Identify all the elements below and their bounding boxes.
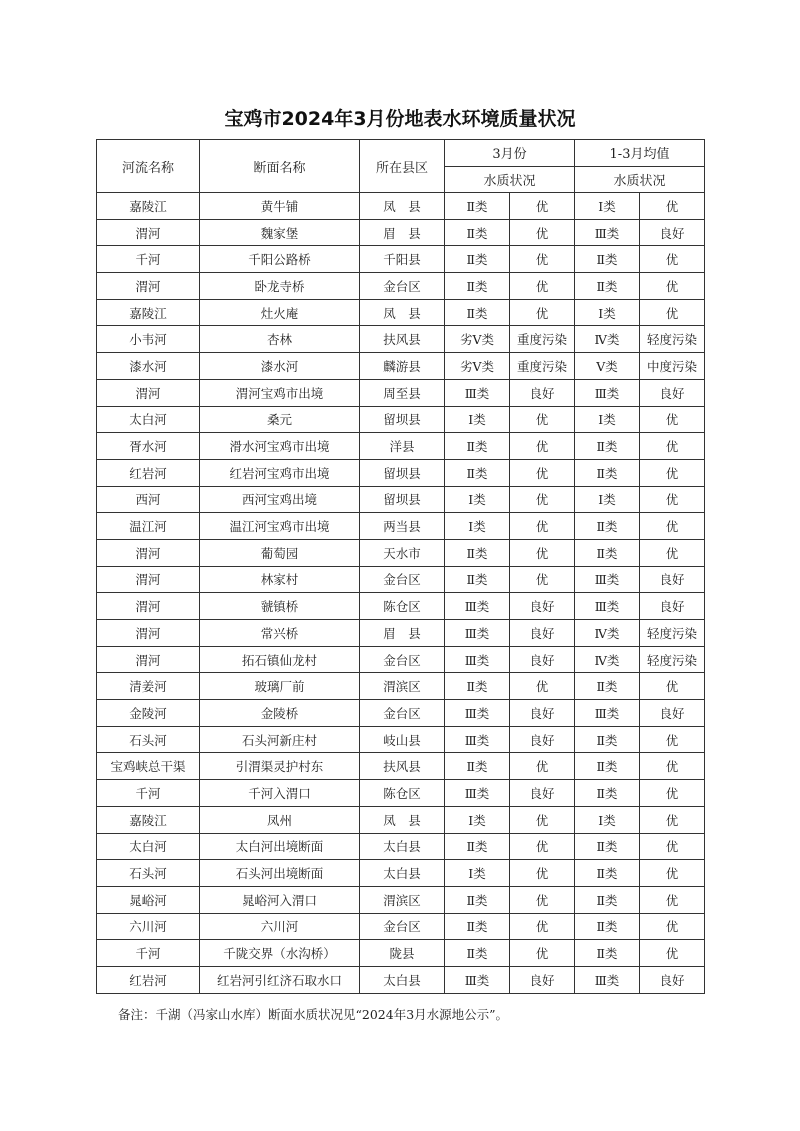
section-name-cell: 葡萄园	[200, 539, 360, 566]
river-name-cell: 胥水河	[97, 433, 200, 460]
county-cell: 天水市	[360, 539, 445, 566]
avg-status-cell: 优	[640, 486, 705, 513]
table-row	[97, 940, 705, 967]
section-name-cell: 玻璃厂前	[200, 673, 360, 700]
section-name-cell: 杏林	[200, 326, 360, 353]
county-cell: 扶风县	[360, 326, 445, 353]
march-class-cell: Ⅱ类	[445, 940, 510, 967]
avg-class-cell: Ⅲ类	[575, 700, 640, 727]
avg-class-cell: Ⅱ类	[575, 940, 640, 967]
march-status-cell: 优	[510, 433, 575, 460]
table-row	[97, 513, 705, 540]
table-row	[97, 780, 705, 807]
table-row	[97, 753, 705, 780]
river-name-cell: 渭河	[97, 273, 200, 300]
march-class-cell: Ⅱ类	[445, 886, 510, 913]
march-status-cell: 重度污染	[510, 326, 575, 353]
section-name-cell: 漆水河	[200, 353, 360, 380]
river-name-cell: 千河	[97, 780, 200, 807]
march-status-cell: 重度污染	[510, 353, 575, 380]
table-row	[97, 326, 705, 353]
march-class-cell: 劣Ⅴ类	[445, 353, 510, 380]
river-name-cell: 渭河	[97, 539, 200, 566]
march-class-cell: Ⅱ类	[445, 913, 510, 940]
avg-status-cell: 优	[640, 806, 705, 833]
march-class-cell: Ⅲ类	[445, 726, 510, 753]
avg-class-cell: Ⅱ类	[575, 539, 640, 566]
march-status-cell: 优	[510, 246, 575, 273]
march-class-cell: Ⅲ类	[445, 700, 510, 727]
section-name-cell: 凤州	[200, 806, 360, 833]
march-status-cell: 良好	[510, 780, 575, 807]
avg-class-cell: Ⅲ类	[575, 379, 640, 406]
river-name-cell: 嘉陵江	[97, 806, 200, 833]
avg-status-cell: 优	[640, 886, 705, 913]
section-name-cell: 西河宝鸡出境	[200, 486, 360, 513]
march-status-cell: 优	[510, 273, 575, 300]
header-county: 所在县区	[360, 140, 445, 193]
section-name-cell: 卧龙寺桥	[200, 273, 360, 300]
avg-status-cell: 良好	[640, 566, 705, 593]
avg-status-cell: 优	[640, 673, 705, 700]
avg-class-cell: Ⅲ类	[575, 566, 640, 593]
avg-class-cell: Ⅰ类	[575, 193, 640, 220]
march-class-cell: Ⅱ类	[445, 673, 510, 700]
county-cell: 渭滨区	[360, 886, 445, 913]
march-status-cell: 优	[510, 833, 575, 860]
river-name-cell: 千河	[97, 940, 200, 967]
river-name-cell: 宝鸡峡总干渠	[97, 753, 200, 780]
county-cell: 千阳县	[360, 246, 445, 273]
avg-class-cell: Ⅱ类	[575, 273, 640, 300]
river-name-cell: 渭河	[97, 620, 200, 647]
march-class-cell: Ⅰ类	[445, 806, 510, 833]
table-row	[97, 700, 705, 727]
county-cell: 麟游县	[360, 353, 445, 380]
section-name-cell: 石头河出境断面	[200, 860, 360, 887]
march-status-cell: 优	[510, 566, 575, 593]
section-name-cell: 太白河出境断面	[200, 833, 360, 860]
table-row	[97, 913, 705, 940]
march-status-cell: 优	[510, 673, 575, 700]
march-status-cell: 优	[510, 860, 575, 887]
river-name-cell: 渭河	[97, 646, 200, 673]
section-name-cell: 常兴桥	[200, 620, 360, 647]
county-cell: 太白县	[360, 860, 445, 887]
water-quality-table	[96, 139, 705, 994]
march-status-cell: 优	[510, 513, 575, 540]
section-name-cell: 拓石镇仙龙村	[200, 646, 360, 673]
table-row	[97, 273, 705, 300]
march-class-cell: Ⅱ类	[445, 433, 510, 460]
county-cell: 太白县	[360, 833, 445, 860]
section-name-cell: 六川河	[200, 913, 360, 940]
table-row	[97, 726, 705, 753]
river-name-cell: 渭河	[97, 219, 200, 246]
march-class-cell: Ⅱ类	[445, 459, 510, 486]
table-row	[97, 593, 705, 620]
avg-class-cell: Ⅰ类	[575, 406, 640, 433]
county-cell: 金台区	[360, 913, 445, 940]
march-status-cell: 优	[510, 806, 575, 833]
avg-status-cell: 优	[640, 246, 705, 273]
avg-class-cell: Ⅳ类	[575, 646, 640, 673]
avg-status-cell: 轻度污染	[640, 620, 705, 647]
avg-class-cell: Ⅰ类	[575, 486, 640, 513]
section-name-cell: 温江河宝鸡市出境	[200, 513, 360, 540]
march-status-cell: 优	[510, 753, 575, 780]
avg-status-cell: 优	[640, 539, 705, 566]
avg-status-cell: 中度污染	[640, 353, 705, 380]
county-cell: 凤 县	[360, 193, 445, 220]
table-row	[97, 539, 705, 566]
county-cell: 太白县	[360, 966, 445, 993]
county-cell: 眉 县	[360, 620, 445, 647]
table-row	[97, 833, 705, 860]
county-cell: 陈仓区	[360, 593, 445, 620]
avg-status-cell: 优	[640, 459, 705, 486]
county-cell: 凤 县	[360, 299, 445, 326]
march-status-cell: 良好	[510, 646, 575, 673]
march-class-cell: Ⅲ类	[445, 966, 510, 993]
river-name-cell: 小韦河	[97, 326, 200, 353]
table-row	[97, 353, 705, 380]
march-status-cell: 良好	[510, 966, 575, 993]
march-class-cell: Ⅱ类	[445, 833, 510, 860]
march-status-cell: 优	[510, 459, 575, 486]
header-march: 3月份	[445, 140, 575, 167]
section-name-cell: 虢镇桥	[200, 593, 360, 620]
avg-status-cell: 优	[640, 273, 705, 300]
header-river: 河流名称	[97, 140, 200, 193]
avg-class-cell: Ⅴ类	[575, 353, 640, 380]
table-body	[97, 193, 705, 994]
section-name-cell: 桑元	[200, 406, 360, 433]
avg-status-cell: 优	[640, 726, 705, 753]
avg-class-cell: Ⅱ类	[575, 726, 640, 753]
avg-status-cell: 优	[640, 913, 705, 940]
section-name-cell: 石头河新庄村	[200, 726, 360, 753]
county-cell: 岐山县	[360, 726, 445, 753]
section-name-cell: 千河入渭口	[200, 780, 360, 807]
march-status-cell: 优	[510, 219, 575, 246]
march-status-cell: 优	[510, 940, 575, 967]
march-class-cell: Ⅲ类	[445, 780, 510, 807]
avg-status-cell: 优	[640, 833, 705, 860]
table-row	[97, 673, 705, 700]
river-name-cell: 红岩河	[97, 459, 200, 486]
avg-status-cell: 良好	[640, 379, 705, 406]
march-class-cell: Ⅱ类	[445, 566, 510, 593]
county-cell: 两当县	[360, 513, 445, 540]
table-row	[97, 299, 705, 326]
header-quality-march: 水质状况	[445, 166, 575, 193]
avg-class-cell: Ⅱ类	[575, 886, 640, 913]
table-row	[97, 886, 705, 913]
county-cell: 留坝县	[360, 459, 445, 486]
avg-class-cell: Ⅱ类	[575, 673, 640, 700]
county-cell: 金台区	[360, 273, 445, 300]
march-class-cell: Ⅲ类	[445, 379, 510, 406]
table-row	[97, 966, 705, 993]
march-status-cell: 良好	[510, 593, 575, 620]
avg-class-cell: Ⅱ类	[575, 753, 640, 780]
avg-status-cell: 优	[640, 513, 705, 540]
section-name-cell: 滑水河宝鸡市出境	[200, 433, 360, 460]
river-name-cell: 晁峪河	[97, 886, 200, 913]
river-name-cell: 太白河	[97, 406, 200, 433]
march-class-cell: Ⅰ类	[445, 860, 510, 887]
avg-status-cell: 轻度污染	[640, 646, 705, 673]
avg-class-cell: Ⅲ类	[575, 966, 640, 993]
avg-status-cell: 优	[640, 193, 705, 220]
river-name-cell: 嘉陵江	[97, 193, 200, 220]
county-cell: 扶风县	[360, 753, 445, 780]
river-name-cell: 嘉陵江	[97, 299, 200, 326]
avg-status-cell: 良好	[640, 219, 705, 246]
section-name-cell: 魏家堡	[200, 219, 360, 246]
avg-status-cell: 优	[640, 940, 705, 967]
march-class-cell: Ⅰ类	[445, 486, 510, 513]
section-name-cell: 红岩河引红济石取水口	[200, 966, 360, 993]
march-class-cell: Ⅱ类	[445, 539, 510, 566]
section-name-cell: 红岩河宝鸡市出境	[200, 459, 360, 486]
river-name-cell: 渭河	[97, 593, 200, 620]
march-class-cell: Ⅲ类	[445, 646, 510, 673]
march-status-cell: 优	[510, 299, 575, 326]
county-cell: 渭滨区	[360, 673, 445, 700]
table-row	[97, 806, 705, 833]
avg-status-cell: 优	[640, 860, 705, 887]
march-class-cell: Ⅱ类	[445, 193, 510, 220]
avg-class-cell: Ⅳ类	[575, 620, 640, 647]
section-name-cell: 渭河宝鸡市出境	[200, 379, 360, 406]
county-cell: 凤 县	[360, 806, 445, 833]
avg-status-cell: 良好	[640, 966, 705, 993]
river-name-cell: 渭河	[97, 379, 200, 406]
river-name-cell: 石头河	[97, 860, 200, 887]
header-section: 断面名称	[200, 140, 360, 193]
header-avg: 1-3月均值	[575, 140, 705, 167]
march-class-cell: Ⅱ类	[445, 753, 510, 780]
river-name-cell: 渭河	[97, 566, 200, 593]
march-class-cell: Ⅱ类	[445, 246, 510, 273]
county-cell: 金台区	[360, 700, 445, 727]
river-name-cell: 六川河	[97, 913, 200, 940]
avg-class-cell: Ⅱ类	[575, 833, 640, 860]
county-cell: 金台区	[360, 646, 445, 673]
march-class-cell: Ⅱ类	[445, 273, 510, 300]
march-class-cell: Ⅱ类	[445, 299, 510, 326]
river-name-cell: 红岩河	[97, 966, 200, 993]
section-name-cell: 引渭渠灵护村东	[200, 753, 360, 780]
march-class-cell: 劣Ⅴ类	[445, 326, 510, 353]
table-row	[97, 193, 705, 220]
section-name-cell: 千陇交界（水沟桥）	[200, 940, 360, 967]
county-cell: 洋县	[360, 433, 445, 460]
river-name-cell: 漆水河	[97, 353, 200, 380]
river-name-cell: 清姜河	[97, 673, 200, 700]
county-cell: 周至县	[360, 379, 445, 406]
march-class-cell: Ⅰ类	[445, 513, 510, 540]
river-name-cell: 千河	[97, 246, 200, 273]
march-class-cell: Ⅲ类	[445, 620, 510, 647]
river-name-cell: 金陵河	[97, 700, 200, 727]
avg-status-cell: 优	[640, 299, 705, 326]
table-row	[97, 219, 705, 246]
table-row	[97, 433, 705, 460]
avg-status-cell: 优	[640, 780, 705, 807]
table-row	[97, 646, 705, 673]
page-title: 宝鸡市2024年3月份地表水环境质量状况	[224, 108, 576, 130]
avg-class-cell: Ⅲ类	[575, 593, 640, 620]
avg-status-cell: 良好	[640, 700, 705, 727]
county-cell: 眉 县	[360, 219, 445, 246]
avg-class-cell: Ⅰ类	[575, 299, 640, 326]
march-status-cell: 良好	[510, 379, 575, 406]
table-row	[97, 246, 705, 273]
table-row	[97, 860, 705, 887]
section-name-cell: 灶火庵	[200, 299, 360, 326]
river-name-cell: 温江河	[97, 513, 200, 540]
avg-status-cell: 良好	[640, 593, 705, 620]
table-row	[97, 379, 705, 406]
section-name-cell: 林家村	[200, 566, 360, 593]
table-row	[97, 406, 705, 433]
table-row	[97, 620, 705, 647]
table-row	[97, 566, 705, 593]
march-class-cell: Ⅲ类	[445, 593, 510, 620]
county-cell: 留坝县	[360, 486, 445, 513]
header-quality-avg: 水质状况	[575, 166, 705, 193]
march-status-cell: 良好	[510, 700, 575, 727]
table-row	[97, 459, 705, 486]
county-cell: 留坝县	[360, 406, 445, 433]
avg-class-cell: Ⅱ类	[575, 246, 640, 273]
avg-status-cell: 优	[640, 406, 705, 433]
avg-class-cell: Ⅱ类	[575, 513, 640, 540]
river-name-cell: 太白河	[97, 833, 200, 860]
section-name-cell: 千阳公路桥	[200, 246, 360, 273]
avg-class-cell: Ⅰ类	[575, 806, 640, 833]
march-status-cell: 优	[510, 406, 575, 433]
avg-class-cell: Ⅲ类	[575, 219, 640, 246]
footnote: 备注：千湖（冯家山水库）断面水质状况见“2024年3月水源地公示”。	[118, 1007, 509, 1022]
section-name-cell: 金陵桥	[200, 700, 360, 727]
section-name-cell: 晁峪河入渭口	[200, 886, 360, 913]
section-name-cell: 黄牛铺	[200, 193, 360, 220]
avg-class-cell: Ⅳ类	[575, 326, 640, 353]
avg-class-cell: Ⅱ类	[575, 433, 640, 460]
county-cell: 陈仓区	[360, 780, 445, 807]
march-status-cell: 优	[510, 486, 575, 513]
march-status-cell: 良好	[510, 620, 575, 647]
county-cell: 陇县	[360, 940, 445, 967]
avg-status-cell: 轻度污染	[640, 326, 705, 353]
table-row	[97, 486, 705, 513]
avg-class-cell: Ⅱ类	[575, 913, 640, 940]
march-status-cell: 优	[510, 886, 575, 913]
march-status-cell: 优	[510, 913, 575, 940]
avg-class-cell: Ⅱ类	[575, 860, 640, 887]
avg-class-cell: Ⅱ类	[575, 459, 640, 486]
river-name-cell: 西河	[97, 486, 200, 513]
march-status-cell: 优	[510, 193, 575, 220]
avg-status-cell: 优	[640, 433, 705, 460]
march-status-cell: 优	[510, 539, 575, 566]
march-class-cell: Ⅰ类	[445, 406, 510, 433]
march-class-cell: Ⅱ类	[445, 219, 510, 246]
avg-status-cell: 优	[640, 753, 705, 780]
march-status-cell: 良好	[510, 726, 575, 753]
avg-class-cell: Ⅱ类	[575, 780, 640, 807]
county-cell: 金台区	[360, 566, 445, 593]
river-name-cell: 石头河	[97, 726, 200, 753]
